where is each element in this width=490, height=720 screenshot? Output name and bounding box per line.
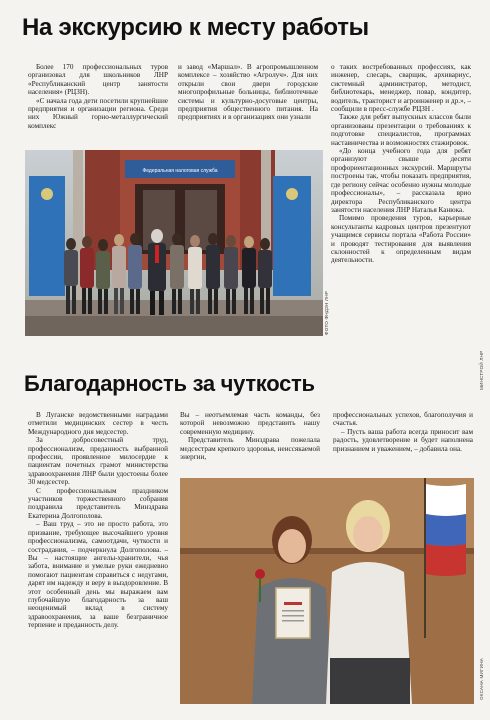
article1-col2-p1: и завод «Маршал». В агропромышленном комплексе – хозяйство «Агролуч». Для них открыли свои двери городские многопрофильные больницы, библиотечные системы и культурно-досуговые центры, предприятия общественного питания. На предприятиях и в организациях они узнали xyxy=(178,63,318,122)
article2-col1 xyxy=(28,411,168,630)
article2-side-credit: ОКСАНА МИГИНА xyxy=(479,657,484,700)
nurses-photo xyxy=(180,478,474,704)
nurses-photo-image xyxy=(180,478,474,704)
article1-col1-p1: Более 170 профессиональных туров организовал для школьников ЛНР «Республиканский центр занятости населения» (РЦЗН). xyxy=(28,63,168,97)
article1-headline: На экскурсию к месту работы xyxy=(22,14,369,41)
building-sign: Федеральная налоговая служба xyxy=(142,168,218,174)
article2-col3-p2: – Пусть ваша работа всегда приносит вам радость, удовлетворение и будет наполнена признанием и уважением, – добавила она. xyxy=(333,427,473,453)
article2-col1-p3: С профессиональным праздником участников торжественного собрания поздравила представитель Минздрава Екатерина Долгополова. xyxy=(28,486,168,520)
article2-col3 xyxy=(333,411,473,453)
article2-col1-p1: В Луганске ведомственными наградами отметили медицинских сестер в честь Международного дня медсестер. xyxy=(28,411,168,436)
article2-col2 xyxy=(180,411,320,461)
article1-col3-p2: Также для ребят выпускных классов были организованы презентации о требованиях к подготовке специалистов, программах наставничества и возможностях стажировок. xyxy=(331,113,471,147)
article1-col3-p4: Помимо проведения туров, карьерные консультанты кадровых центров презентуют учащимся сервисы портала «Работа России» и проводят тестирования для выявления склонностей к определенным видам деятельности. xyxy=(331,214,471,265)
group-photo-credit: ФОТО ФНДЗН ЛНР xyxy=(324,291,329,335)
group-photo-image xyxy=(25,150,323,336)
article1-col3-p1: о таких востребованных профессиях, как инженер, слесарь, сварщик, архивариус, системный администратор, методист, библиотекарь, менеджер, повар, кондитер, водитель, тракторист и агроинженер и др.», – сообщили в пресс-службе РЦЗН . xyxy=(331,63,471,114)
article2-headline: Благодарность за чуткость xyxy=(24,371,315,396)
group-photo xyxy=(25,150,323,336)
article2-col1-p4: – Ваш труд – это не просто работа, это призвание, требующее высочайшего уровня профессионализма, самоотдачи, чуткости и сострадания, – подчеркнула Долгополова. – Вы – настоящие ангелы-хранители, чья забота, внимание и умелые руки ежедневно помогают пациентам справиться с недугами, дарят им надежду и веру в выздоровление. В этот особенный день мы выражаем вам глубочайшую благодарность за ваш неоценимый вклад в систему здравоохранения, за ваше безграничное терпение и преданность делу. xyxy=(28,520,168,630)
article2-col2-p1: Вы – неотъемлемая часть команды, без которой невозможно представить нашу современную медицину. xyxy=(180,411,320,436)
article1-col1 xyxy=(28,63,168,130)
article1-col3 xyxy=(331,63,471,265)
article1-col2 xyxy=(178,63,318,122)
article2-col3-p1: профессиональных успехов, благополучия и счастья. xyxy=(333,411,473,428)
article1-col3-p3: «До конца учебного года для ребят организуют свыше десяти профориентационных экскурсий. Маршруты построены так, чтобы показать предприятия, где региону сейчас особенно нужны молодые профессионалы», – рассказала врио директора Республиканского центра занятости населения ЛНР Наталья Канюка. xyxy=(331,147,471,214)
article1-side-credit: МИНСТРОЙ ЛНР xyxy=(479,350,484,390)
article1-col1-p2: «С начала года дети посетили крупнейшие предприятия и организации региона. Среди них Южный горно-металлургический комплекс xyxy=(28,96,168,130)
article2-col2-p2: Представитель Минздрава пожелала медсестрам крепкого здоровья, неиссякаемой энергии, xyxy=(180,436,320,462)
article2-col1-p2: За добросовестный труд, профессионализм, преданность выбранной профессии, проявленное милосердие к пациентам почетных грамот министерства здравоохранения ЛНР были удостоены более 30 медсестер. xyxy=(28,436,168,487)
